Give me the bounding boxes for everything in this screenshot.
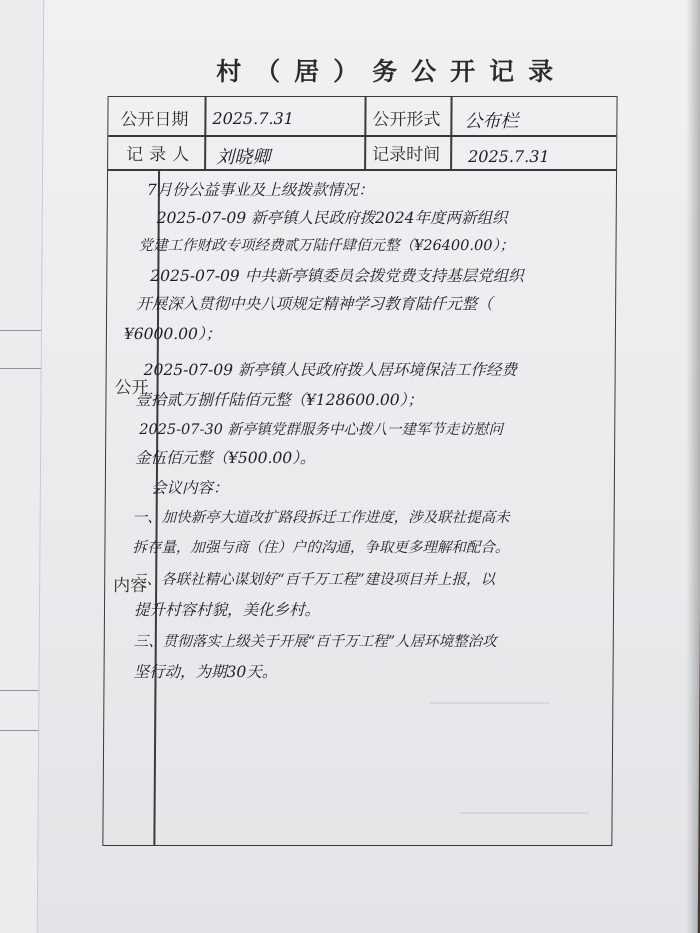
recorder-value: 刘晓卿	[216, 147, 271, 168]
content-line: ¥6000.00）；	[123, 325, 222, 343]
content-line: 拆存量，加强与商（住）户的沟通，争取更多理解和配合。	[132, 540, 510, 556]
table-rule	[450, 97, 452, 169]
form-label: 公开形式	[372, 110, 441, 130]
content-line: 金伍佰元整（¥500.00）。	[134, 449, 316, 467]
content-line: 2025-07-30 新亭镇党群服务中心拨八一建军节走访慰问	[139, 422, 504, 438]
document-title: 村（居）务公开记录	[216, 57, 568, 86]
form-value: 公布栏	[464, 111, 519, 132]
record-page	[37, 0, 700, 933]
section-label-publish: 公开	[114, 378, 149, 398]
content-line: 一、加快新亭大道改扩路段拆迁工作进度，涉及联社提高未	[132, 510, 510, 526]
bleed-through-mark	[459, 812, 589, 814]
recorder-label: 记录人	[126, 145, 196, 165]
content-line: 壹拾贰万捌仟陆佰元整（¥128600.00）；	[135, 391, 423, 409]
time-value: 2025.7.31	[468, 147, 550, 166]
content-line: 2025-07-09 中共新亭镇委员会拨党费支持基层党组织	[150, 267, 524, 285]
content-line: 开展深入贯彻中央八项规定精神学习教育陆仟元整（	[136, 295, 493, 313]
content-line: 7月份公益事业及上级拨款情况：	[146, 181, 374, 199]
table-rule	[108, 169, 616, 171]
table-rule	[108, 135, 616, 137]
content-line: 会议内容：	[150, 479, 229, 497]
content-line: 党建工作财政专项经费贰万陆仟肆佰元整（¥26400.00）；	[138, 238, 515, 254]
date-label: 公开日期	[120, 110, 189, 130]
content-line: 坚行动，为期30天。	[133, 663, 278, 681]
content-line: 2025-07-09 新亭镇人民政府拨2024年度两新组织	[156, 209, 508, 227]
table-rule	[364, 97, 366, 169]
table-rule	[204, 97, 206, 169]
content-line: 二、各联社精心谋划好“百千万工程”建设项目并上报，以	[132, 572, 496, 588]
date-value: 2025.7.31	[212, 109, 294, 128]
bleed-through-mark	[429, 702, 549, 704]
content-line: 三、贯彻落实上级关于开展“百千万工程”人居环境整治攻	[133, 634, 497, 650]
content-line: 提升村容村貌，美化乡村。	[133, 601, 321, 619]
content-line: 2025-07-09 新亭镇人民政府拨人居环境保洁工作经费	[143, 361, 518, 379]
section-label-content: 内容	[113, 576, 148, 596]
time-label: 记录时间	[372, 145, 441, 165]
page-edge-shadow	[686, 0, 700, 933]
